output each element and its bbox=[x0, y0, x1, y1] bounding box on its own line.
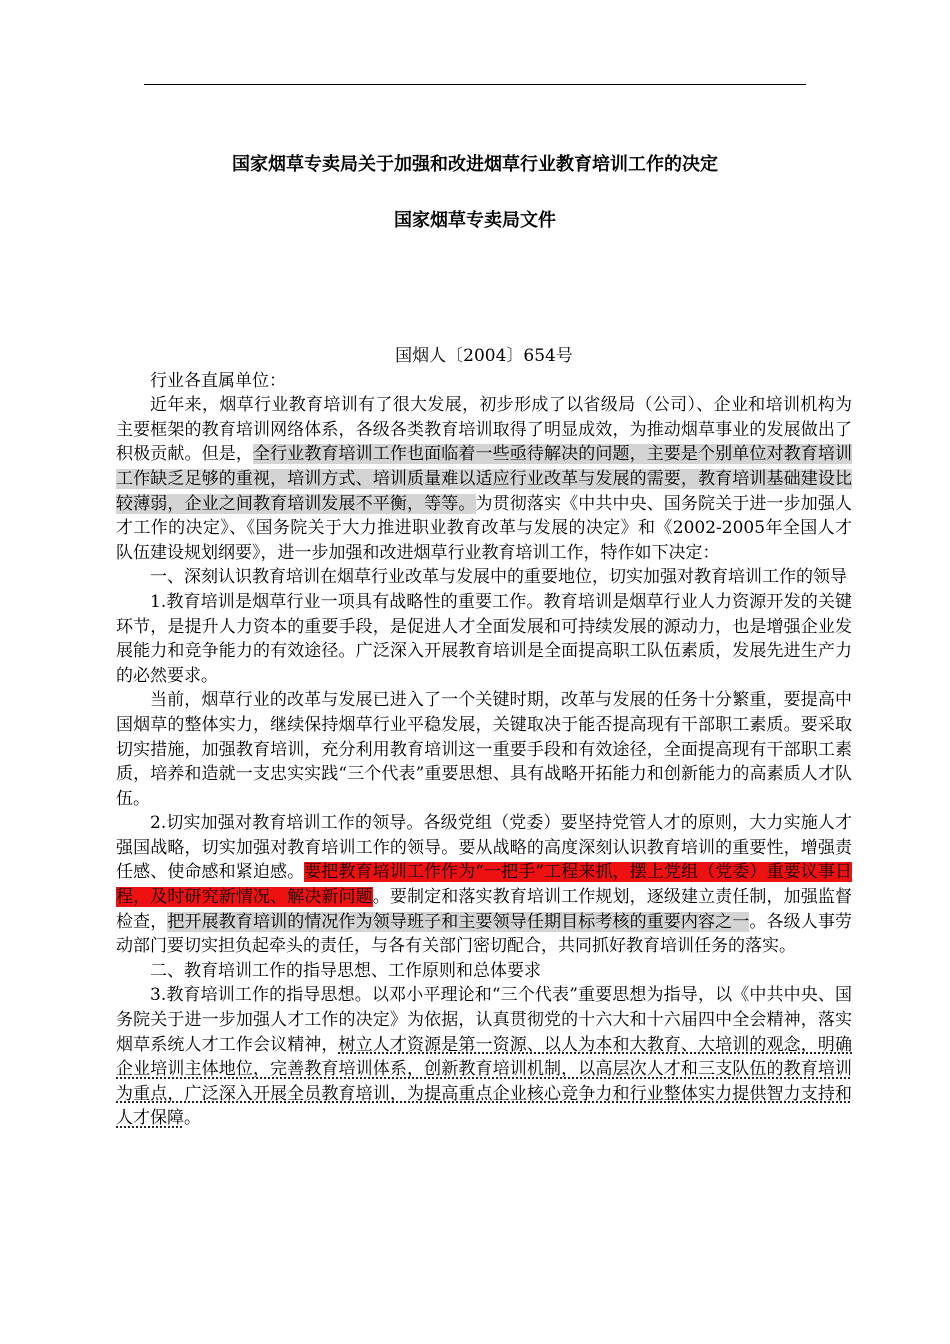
paragraph-current-situation: 当前，烟草行业的改革与发展已进入了一个关键时期，改革与发展的任务十分繁重，要提高中国烟草的整体实力，继续保持烟草行业平稳发展，关键取决于能否提高现有干部职工素质。要采取切实措施，加强教育培训，充分利用教育培训这一重要手段和有效途径，全面提高现有干部职工素质，培养和造就一支忠实实践“三个代表”重要思想、具有战略开拓能力和创新能力的高素质人才队伍。 bbox=[116, 690, 852, 809]
item2-text-c: 。要制定和落实教育培训工作规划，逐级建立责任制，加强监督检查， bbox=[116, 887, 853, 932]
document-number: 国烟人〔2004〕654号 bbox=[395, 346, 573, 366]
intro-highlight-grey: 全行业教育培训工作也面临着一些亟待解决的问题，主要是个别单位对教育培训工作缺乏足够的重视，培训方式、培训质量难以适应行业改革与发展的需要，教育培训基础建设比较薄弱，企业之间教育培训发展不平衡，等等。 bbox=[116, 444, 852, 514]
paragraph-item-1: 1.教育培训是烟草行业一项具有战略性的重要工作。教育培训是烟草行业人力资源开发的关键环节，是提升人力资本的重要手段，是促进人才全面发展和可持续发展的源动力，也是增强企业发展能力和竞争能力的有效途径。广泛深入开展教育培训是全面提高职工队伍素质，发展先进生产力的必然要求。 bbox=[116, 591, 852, 686]
document-title: 国家烟草专卖局关于加强和改进烟草行业教育培训工作的决定 bbox=[232, 154, 718, 175]
paragraph-item-3 bbox=[116, 983, 852, 1131]
intro-text-c: 为贯彻落实《中共中央、国务院关于进一步加强人才工作的决定》、《国务院关于大力推进职业教育改革与发展的决定》和《2002-2005年全国人才队伍建设规划纲要》，进一步加强和改进烟草行业教育培训工作，特作如下决定： bbox=[116, 493, 852, 563]
item2-highlight-grey: 把开展教育培训的情况作为领导班子和主要领导任期目标考核的重要内容之一 bbox=[167, 911, 750, 932]
item2-text-e: 。各级人事劳动部门要切实担负起牵头的责任，与各有关部门密切配合，共同抓好教育培训任务的落实。 bbox=[116, 911, 853, 957]
document-subtitle: 国家烟草专卖局文件 bbox=[394, 210, 556, 231]
paragraph-item-2 bbox=[116, 811, 852, 959]
section-heading-2: 二、教育培训工作的指导思想、工作原则和总体要求 bbox=[150, 960, 541, 981]
item3-underlined: 树立人才资源是第一资源、以人为本和大教育、大培训的观念，明确企业培训主体地位，完善教育培训体系，创新教育培训机制，以高层次人才和三支队伍的教育培训为重点，广泛深入开展全员教育培训，为提高重点企业核心竞争力和行业整体实力提供智力支持和人才保障 bbox=[116, 1034, 852, 1129]
item2-highlight-red: 要把教育培训工作作为“一把手”工程来抓，摆上党组（党委）重要议事日程，及时研究新情况、解决新问题 bbox=[116, 862, 852, 908]
addressee: 行业各直属单位： bbox=[150, 370, 286, 391]
item3-text-c: 。 bbox=[184, 1108, 201, 1129]
paragraph-intro bbox=[116, 393, 852, 565]
item3-text-a: 3.教育培训工作的指导思想。以邓小平理论和“三个代表”重要思想为指导，以《中共中央、国务院关于进一步加强人才工作的决定》为依据，认真贯彻党的十六大和十六届四中全会精神，落实烟草系统人才工作会议精神， bbox=[116, 985, 852, 1055]
section-heading-1: 一、深刻认识教育培训在烟草行业改革与发展中的重要地位，切实加强对教育培训工作的领导 bbox=[150, 567, 847, 588]
document-body bbox=[116, 344, 852, 1131]
header-rule bbox=[144, 84, 806, 85]
intro-text-a: 近年来，烟草行业教育培训有了很大发展，初步形成了以省级局（公司）、企业和培训机构为主要框架的教育培训网络体系，各级各类教育培训取得了明显成效，为推动烟草事业的发展做出了积极贡献。但是， bbox=[116, 395, 852, 465]
item2-text-a: 2.切实加强对教育培训工作的领导。各级党组（党委）要坚持党管人才的原则，大力实施人才强国战略，切实加强对教育培训工作的领导。要从战略的高度深刻认识教育培训的重要性，增强责任感、使命感和紧迫感。 bbox=[116, 813, 852, 883]
